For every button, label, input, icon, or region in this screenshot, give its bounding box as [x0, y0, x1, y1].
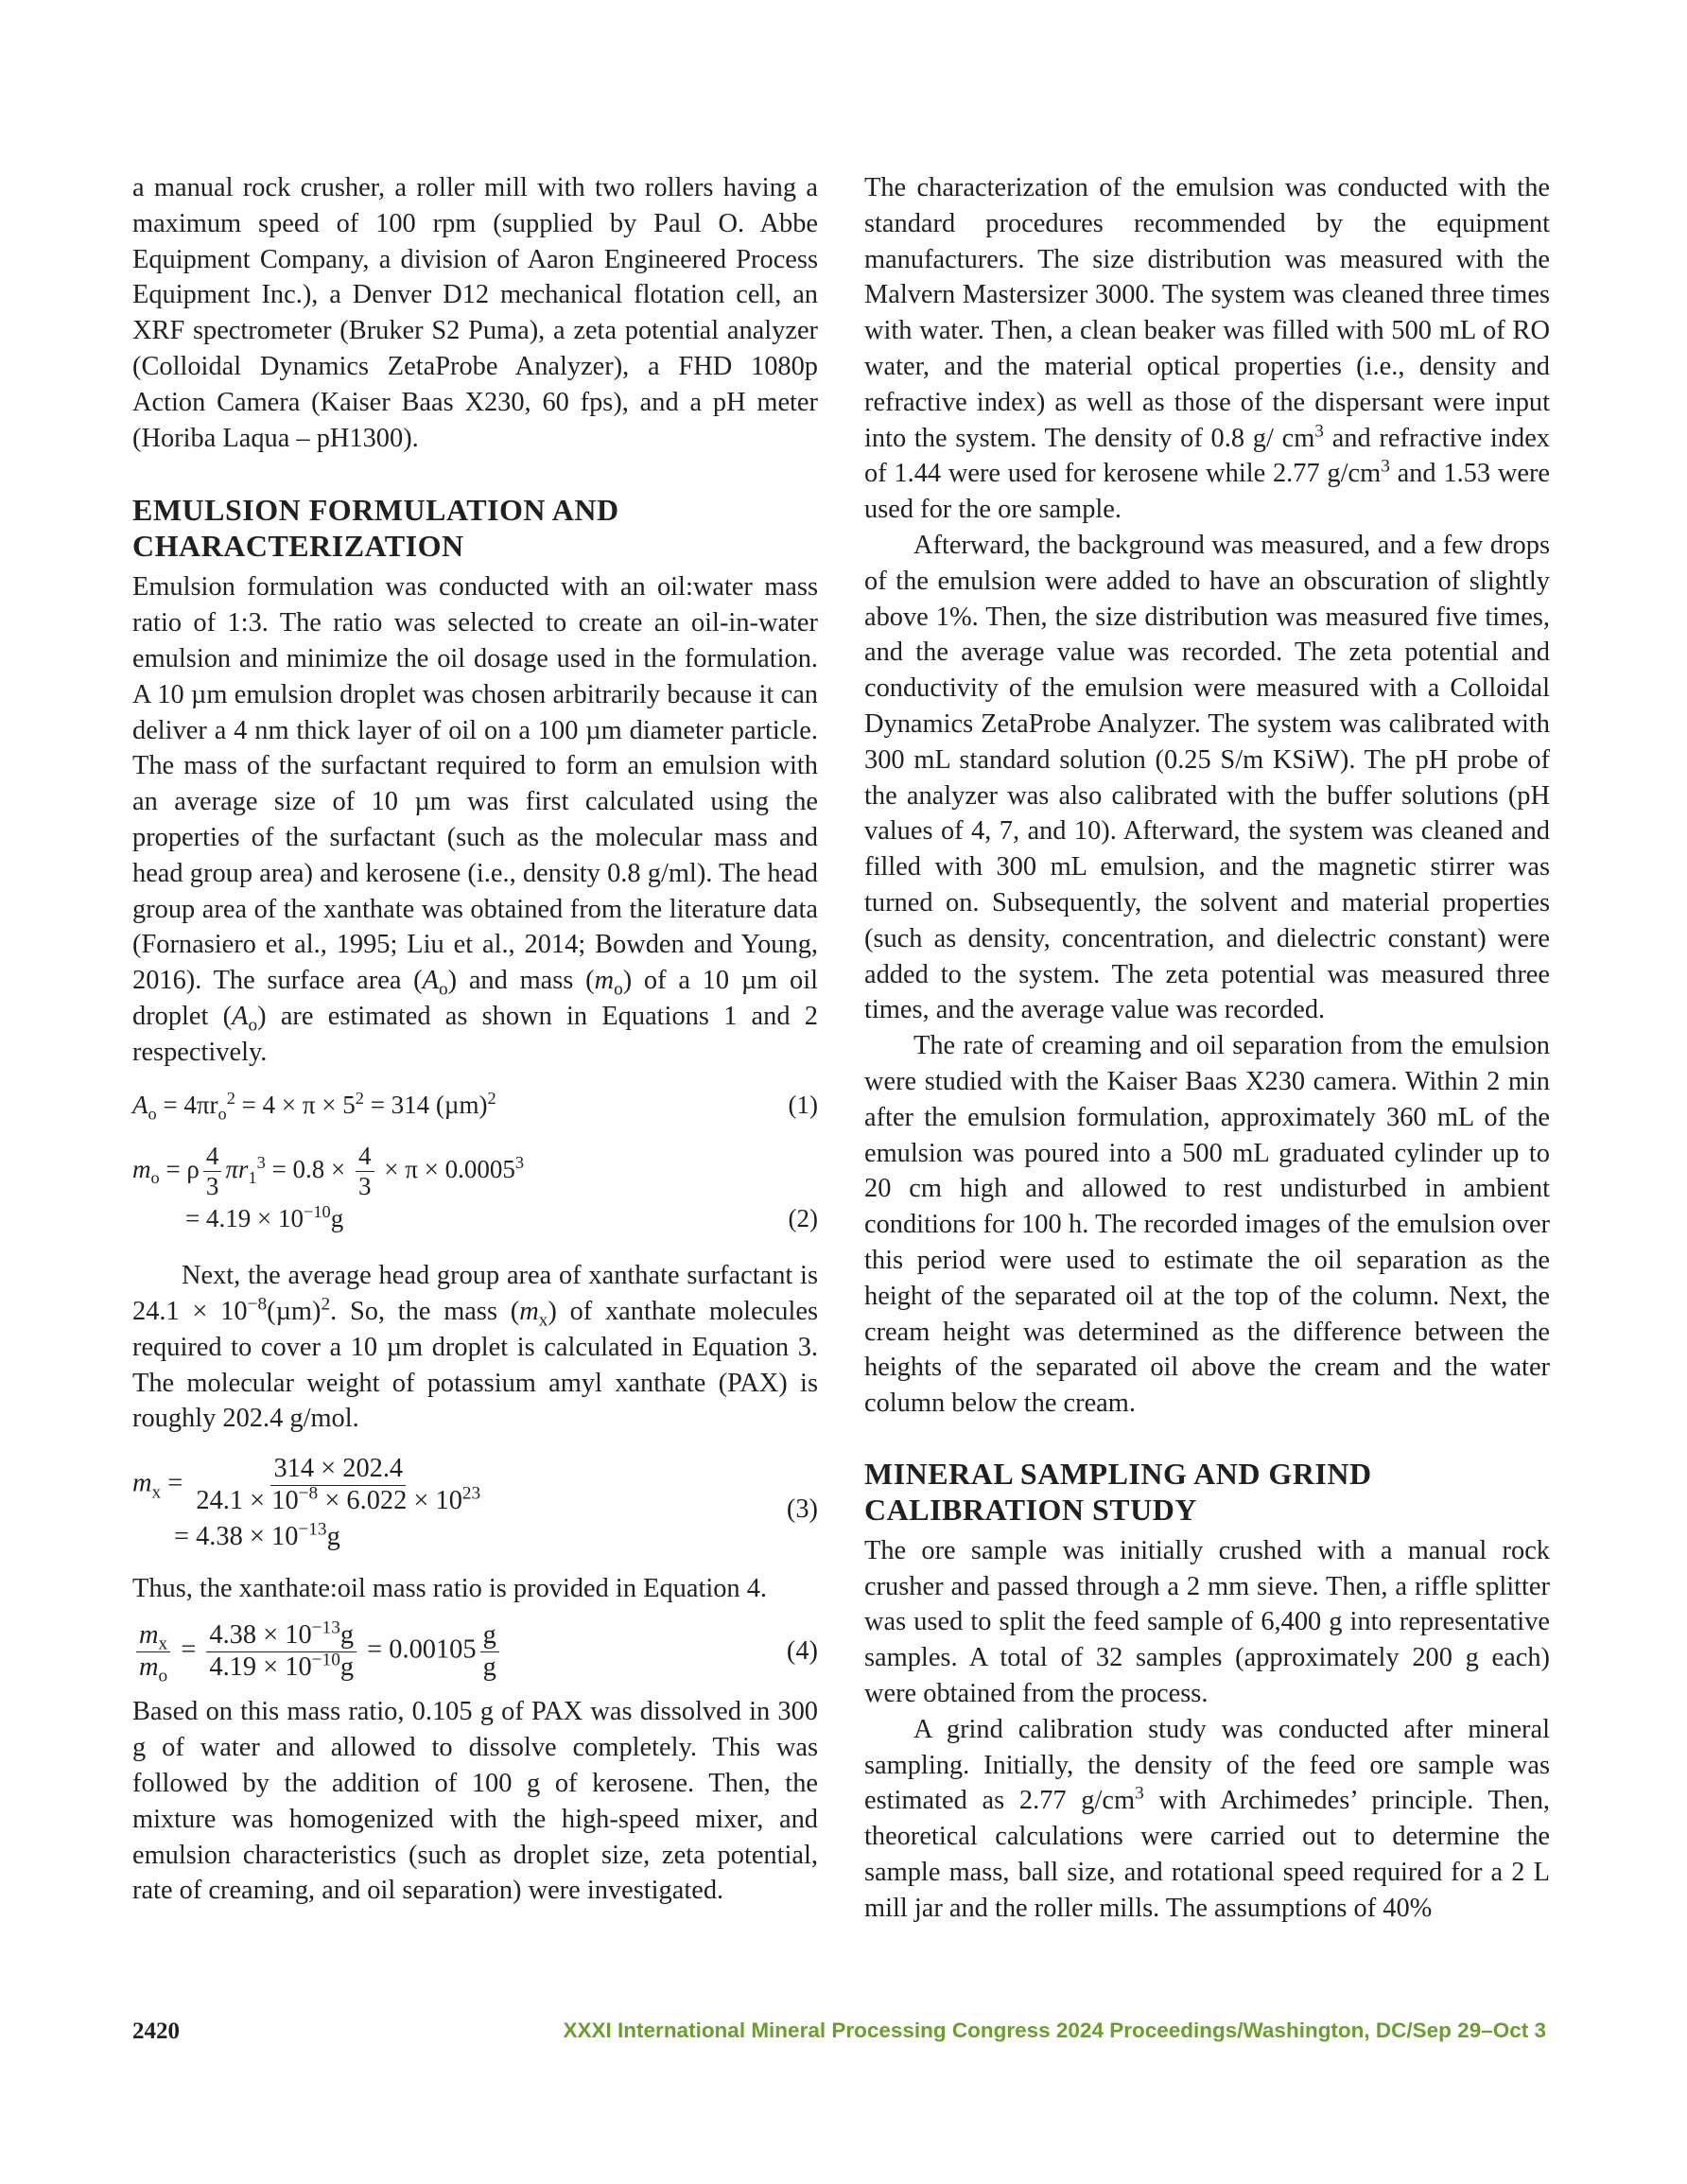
left-column: [132, 170, 818, 1909]
equation-2: $m_o = \rho$ $\frac{4}{3}$ $\pi r_1^3 = 0.8$ × $\frac{4}{3}$ × $\pi \times 0.0005^3$: [132, 1142, 525, 1201]
paragraph-characterization: The characterization of the emulsion was conducted with the standard procedures recommended by the equipment manufacturers. The size distribution was measured with the Malvern Mastersizer 3000. The system was cleaned three times with water. Then, a clean beaker was filled with 500 mL of RO water, and the material optical properties (i.e., density and refractive index) as well as those of the dispersant were input into the system. The density of 0.8 g/ $cm^3$ and refractive index of 1.44 were used for kerosene while 2.77 $g/cm^3$ and 1.53 were used for the ore sample.: [864, 173, 1550, 525]
equation-3: $m_x$ = $\frac{314 \times 202.4}{24.1 \times 10^{-8} \times 6.022 \times 10^{23}}$ (3): [132, 1454, 818, 1516]
equation-2-line2: = $4.19 \times 10^{-10}g$ (2): [132, 1201, 818, 1237]
journal-running-footer: XXXI International Mineral Processing Congress 2024 Proceedings/Washington, DC/Sep 29–Oct 3: [563, 2018, 1546, 2042]
paragraph-grind-calibration: A grind calibration study was conducted after mineral sampling. Initially, the density of the feed ore sample was estimated as 2.77 $g/cm^3$ with Archimedes’ principle. Then, theoretical calculations were carried out to determine the sample mass, ball size, and rotational speed required for a 2 L mill jar and the roller mills. The assumptions of 40%: [864, 1714, 1550, 1923]
equation-4-number: (4): [786, 1636, 818, 1667]
paragraph-head-group: Next, the average head group area of xanthate surfactant is $24.1 \times 10^{-8}(\mu m)^2$. So, the mass $(m_x)$ of xanthate molecules required to cover a 10 µm droplet is calculated in Equation 3. The molecular weight of potassium amyl xanthate (PAX) is roughly 202.4 g/mol.: [132, 1261, 818, 1434]
right-column: [864, 170, 1550, 1927]
equation-1: $A_o = 4\pi r_o^2 = 4 \times \pi \times 5^2 = 314$ $(\mu m)^2$ (1): [132, 1088, 818, 1123]
equation-3-number: (3): [786, 1494, 818, 1525]
paragraph-equipment: a manual rock crusher, a roller mill with two rollers having a maximum speed of 100 rpm (supplied by Paul O. Abbe Equipment Company, a division of Aaron Engineered Process Equipment Inc.), a Denver D12 mechanical flotation cell, an XRF spectrometer (Bruker S2 Puma), a zeta potential analyzer (Colloidal Dynamics ZetaProbe Analyzer), a FHD 1080p Action Camera (Kaiser Baas X230, 60 fps), and a pH meter (Horiba Laqua – pH1300).: [132, 173, 818, 453]
paragraph-afterward: Afterward, the background was measured, and a few drops of the emulsion were added to have an obscuration of slightly above 1%. Then, the size distribution was measured five times, and the average value was recorded. The zeta potential and conductivity of the emulsion were measured with a Colloidal Dynamics ZetaProbe Analyzer. The system was calibrated with 300 mL standard solution (0.25 S/m KSiW). The pH probe of the analyzer was also calibrated with the buffer solutions (pH values of 4, 7, and 10). Afterward, the system was cleaned and filled with 300 mL emulsion, and the magnetic stirrer was turned on. Subsequently, the solvent and material properties (such as density, concentration, and dielectric constant) were added to the system. The zeta potential was measured three times, and the average value was recorded.: [864, 530, 1550, 1025]
section-heading-mineral-sampling: MINERAL SAMPLING AND GRIND CALIBRATION STUDY: [864, 1456, 1372, 1527]
section-heading-emulsion: EMULSION FORMULATION AND CHARACTERIZATION: [132, 493, 619, 564]
paragraph-creaming: The rate of creaming and oil separation from the emulsion were studied with the Kaiser Baas X230 camera. Within 2 min after the emulsion formulation, approximately 360 mL of the emulsion was poured into a 500 mL graduated cylinder up to 20 cm high and allowed to rest undisturbed in ambient conditions for 100 h. The recorded images of the emulsion over this period were used to estimate the oil separation as the height of the separated oil at the top of the column. Next, the cream height was determined as the difference between the heights of the separated oil above the cream and the water column below the cream.: [864, 1031, 1550, 1419]
paragraph-thus: Thus, the xanthate:oil mass ratio is provided in Equation 4.: [132, 1574, 768, 1604]
equation-3-line2: = $4.38 \times 10^{-13}g$: [174, 1519, 340, 1551]
paragraph-emulsion-formulation: Emulsion formulation was conducted with an oil:water mass ratio of 1:3. The ratio was selected to create an oil-in-water emulsion and minimize the oil dosage used in the formulation. A 10 µm emulsion droplet was chosen arbitrarily because it can deliver a 4 nm thick layer of oil on a 100 µm diameter particle. The mass of the surfactant required to form an emulsion with an average size of 10 µm was first calculated using the properties of the surfactant (such as the molecular mass and head group area) and kerosene (i.e., density 0.8 g/ml). The head group area of the xanthate was obtained from the literature data (Fornasiero et al., 1995; Liu et al., 2014; Bowden and Young, 2016). The surface area $(A_o)$ and mass $(m_o)$ of a 10 µm oil droplet $(A_o)$ are estimated as shown in Equations 1 and 2 respectively.: [132, 572, 818, 1067]
paragraph-ore-sample: The ore sample was initially crushed with a manual rock crusher and passed through a 2 mm sieve. Then, a riffle splitter was used to split the feed sample of 6,400 g into representative samples. A total of 32 samples (approximately 200 g each) were obtained from the process.: [864, 1535, 1550, 1709]
page-footer: [132, 2018, 1546, 2056]
page-number: 2420: [132, 2018, 180, 2044]
equation-1-number: (1): [788, 1090, 818, 1119]
equation-4: $\frac{m_x}{m_o}$ = $\frac{4.38 \times 10^{-13}g}{4.19 \times 10^{-10}g}$ = 0.00105 $\frac{g}{g}$ (4): [132, 1620, 818, 1683]
paragraph-based-on-ratio: Based on this mass ratio, 0.105 g of PAX was dissolved in 300 g of water and allowed to dissolve completely. This was followed by the addition of 100 g of kerosene. Then, the mixture was homogenized with the high-speed mixer, and emulsion characteristics (such as droplet size, zeta potential, rate of creaming, and oil separation) were investigated.: [132, 1697, 818, 1906]
equation-2-number: (2): [788, 1204, 818, 1233]
